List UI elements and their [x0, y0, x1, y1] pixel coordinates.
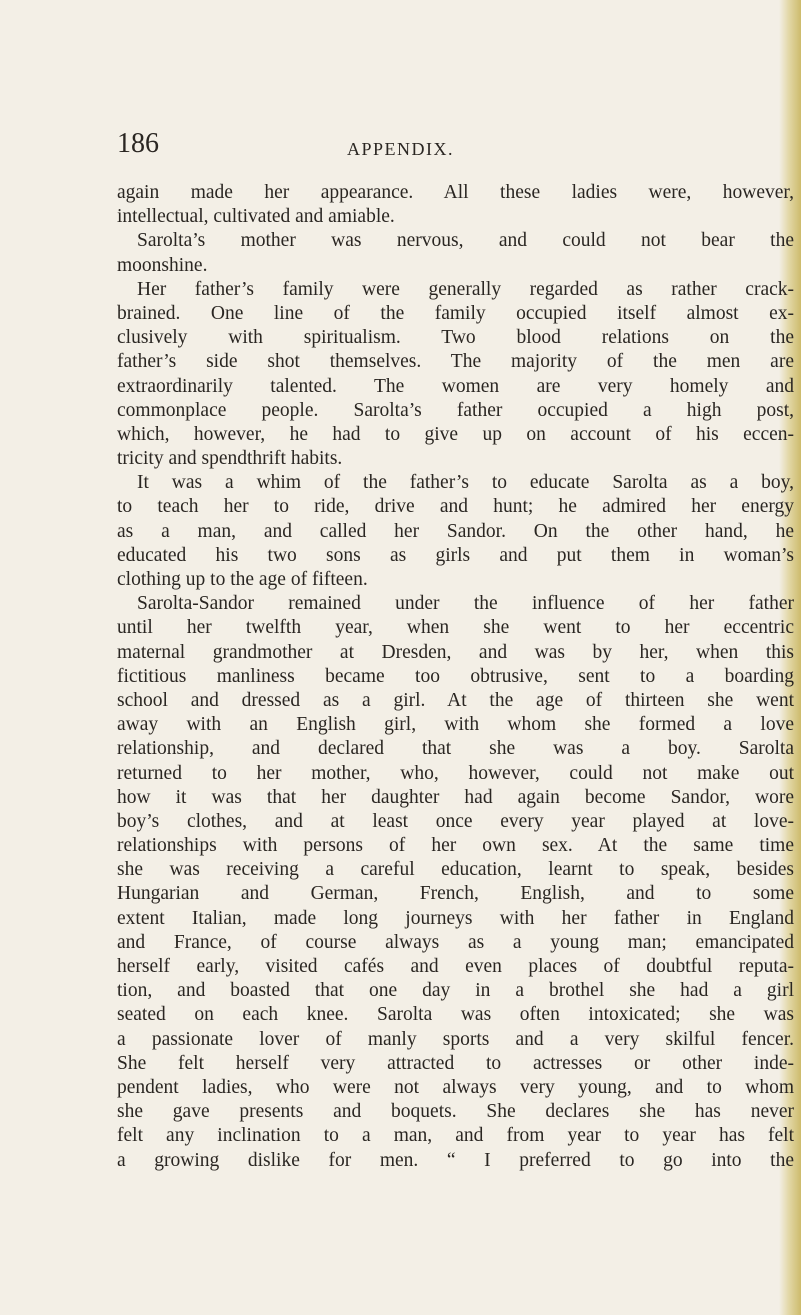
text-line: herself early, visited cafés and even places of doubtful reputa-	[117, 956, 794, 977]
text-line: Sarolta’s mother was nervous, and could not bear the	[137, 230, 794, 252]
body-text	[117, 181, 794, 1173]
text-line: extraordinarily talented. The women are very homely and	[117, 375, 794, 397]
text-line: which, however, he had to give up on account of his eccen-	[117, 423, 794, 445]
text-line: tricity and spendthrift habits.	[117, 448, 343, 470]
text-line: moonshine.	[117, 254, 208, 276]
text-line: brained. One line of the family occupied itself almost ex-	[117, 302, 794, 324]
text-line: returned to her mother, who, however, could not make out	[117, 762, 794, 784]
text-line: to teach her to ride, drive and hunt; he admired her energy	[117, 496, 794, 518]
text-line: educated his two sons as girls and put them in woman’s	[117, 544, 794, 566]
text-line: and France, of course always as a young man; emancipated	[117, 931, 794, 953]
text-line: commonplace people. Sarolta’s father occupied a high post,	[117, 399, 794, 421]
text-line: father’s side shot themselves. The majority of the men are	[117, 351, 794, 373]
text-line: seated on each knee. Sarolta was often intoxicated; she was	[117, 1004, 794, 1026]
text-line: as a man, and called her Sandor. On the other hand, he	[117, 520, 794, 542]
text-line: relationship, and declared that she was a boy. Sarolta	[117, 738, 794, 760]
text-line: again made her appearance. All these ladies were, however,	[117, 182, 794, 203]
page-number: 186	[117, 128, 159, 159]
text-line: relationships with persons of her own sex. At the same time	[117, 835, 794, 857]
text-line: boy’s clothes, and at least once every year played at love-	[117, 810, 794, 832]
text-line: Hungarian and German, French, English, and to some	[117, 883, 794, 905]
text-line: Sarolta-Sandor remained under the influence of her father	[137, 593, 794, 615]
text-line: extent Italian, made long journeys with her father in England	[117, 907, 794, 929]
text-line: how it was that her daughter had again become Sandor, wore	[117, 786, 794, 808]
text-line: away with an English girl, with whom she formed a love	[117, 714, 794, 736]
text-line: a passionate lover of manly sports and a very skilful fencer.	[117, 1028, 794, 1050]
text-line: clothing up to the age of fifteen.	[117, 569, 368, 590]
running-head: APPENDIX.	[346, 139, 454, 159]
text-line: It was a whim of the father’s to educate Sarolta as a boy,	[137, 472, 794, 494]
text-line: until her twelfth year, when she went to her eccentric	[117, 617, 794, 639]
text-line: she gave presents and boquets. She declares she has never	[117, 1101, 794, 1123]
text-line: Her father’s family were generally regarded as rather crack-	[137, 278, 794, 300]
text-line: clusively with spiritualism. Two blood relations on the	[117, 327, 794, 349]
text-line: she was receiving a careful education, learnt to speak, besides	[117, 859, 794, 881]
text-line: felt any inclination to a man, and from year to year has felt	[117, 1125, 794, 1147]
text-line: school and dressed as a girl. At the age of thirteen she went	[117, 689, 794, 711]
text-line: tion, and boasted that one day in a brothel she had a girl	[117, 980, 794, 1002]
text-line: pendent ladies, who were not always very young, and to whom	[117, 1076, 794, 1098]
text-line: a growing dislike for men. “ I preferred to go into the	[117, 1149, 794, 1171]
text-line: She felt herself very attracted to actresses or other inde-	[117, 1052, 794, 1074]
text-line: maternal grandmother at Dresden, and was by her, when this	[117, 641, 794, 663]
text-line: fictitious manliness became too obtrusive, sent to a boarding	[117, 665, 794, 687]
text-line: intellectual, cultivated and amiable.	[117, 206, 395, 228]
